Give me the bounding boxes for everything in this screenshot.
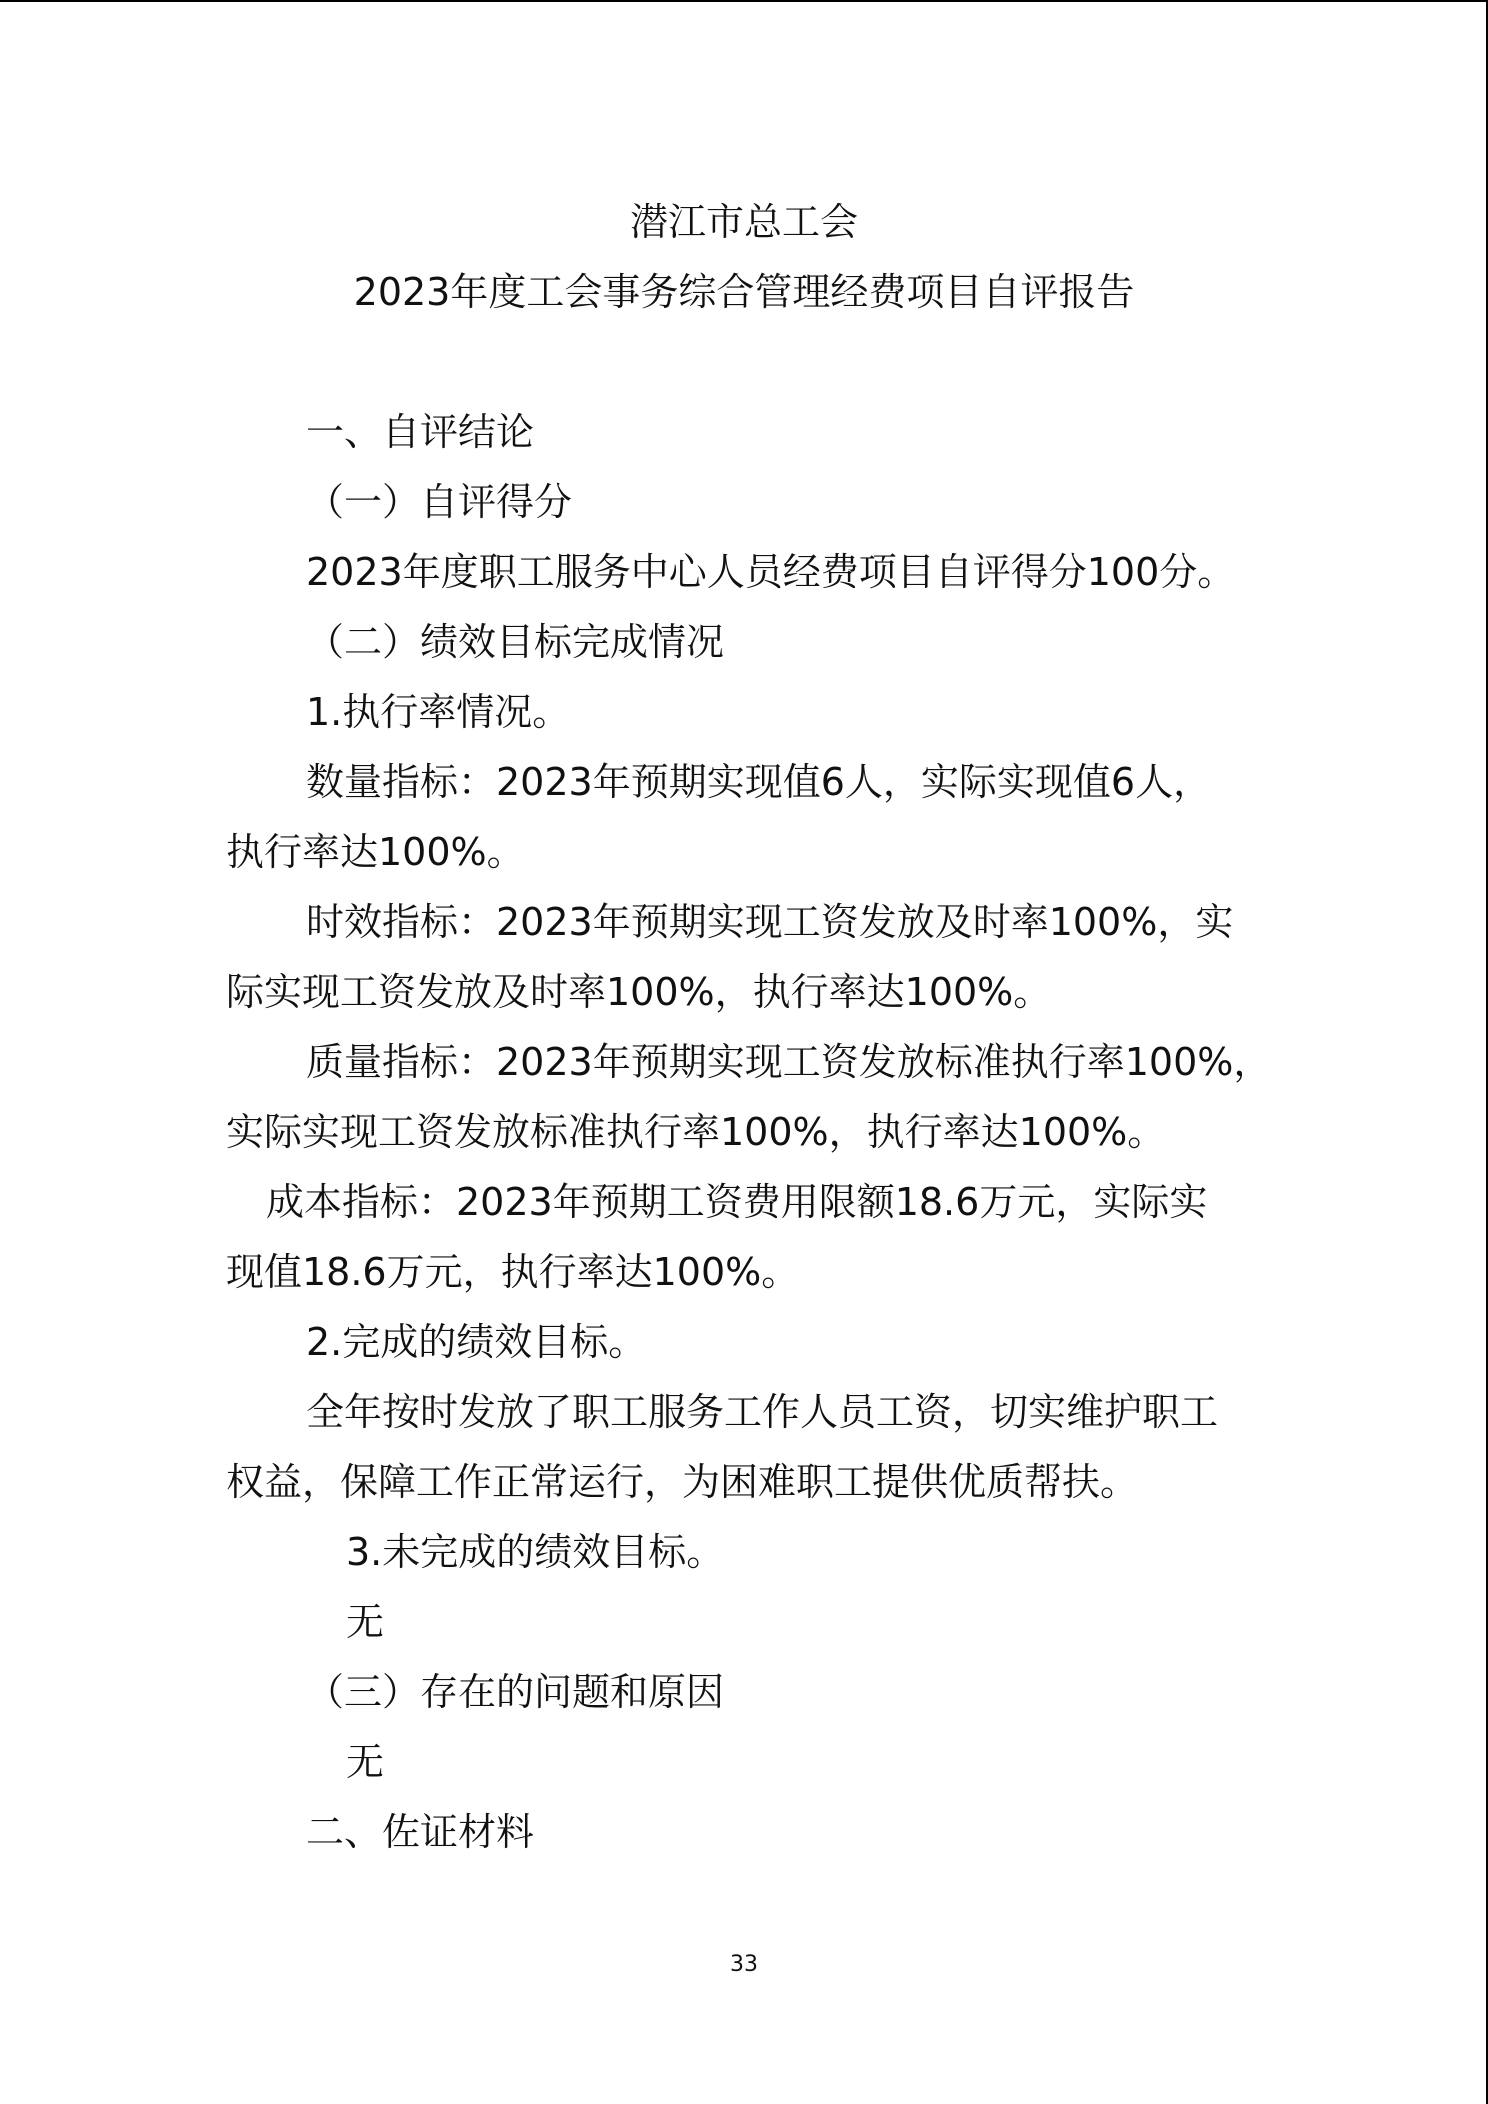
subsection-heading-problems: （三）存在的问题和原因 [306, 1670, 725, 1714]
timeliness-indicator-line-1: 时效指标：2023年预期实现工资发放及时率100%，实 [306, 900, 1234, 944]
section-heading-evidence: 二、佐证材料 [306, 1810, 535, 1854]
score-paragraph: 2023年度职工服务中心人员经费项目自评得分100分。 [306, 550, 1236, 594]
page-top-border [0, 0, 1488, 2]
document-subtitle: 2023年度工会事务综合管理经费项目自评报告 [353, 270, 1135, 314]
uncompleted-goals-value: 无 [346, 1600, 385, 1644]
problems-value: 无 [346, 1740, 385, 1784]
timeliness-indicator-line-2: 际实现工资发放及时率100%，执行率达100%。 [226, 970, 1052, 1014]
item-heading-execution-rate: 1.执行率情况。 [306, 690, 571, 734]
cost-indicator-line-1: 成本指标：2023年预期工资费用限额18.6万元，实际实 [266, 1180, 1208, 1224]
section-heading-conclusion: 一、自评结论 [306, 410, 535, 454]
quality-indicator-line-1: 质量指标：2023年预期实现工资发放标准执行率100%， [306, 1040, 1272, 1084]
cost-indicator-line-2: 现值18.6万元，执行率达100%。 [226, 1250, 800, 1294]
quantity-indicator-line-1: 数量指标：2023年预期实现值6人，实际实现值6人， [306, 760, 1212, 804]
subsection-heading-performance: （二）绩效目标完成情况 [306, 620, 725, 664]
page-number: 33 [730, 1952, 758, 1977]
subsection-heading-score: （一）自评得分 [306, 480, 573, 524]
quantity-indicator-line-2: 执行率达100%。 [226, 830, 525, 874]
completed-goals-line-2: 权益，保障工作正常运行，为困难职工提供优质帮扶。 [226, 1460, 1139, 1504]
item-heading-completed-goals: 2.完成的绩效目标。 [306, 1320, 647, 1364]
completed-goals-line-1: 全年按时发放了职工服务工作人员工资，切实维护职工 [306, 1390, 1219, 1434]
item-heading-uncompleted-goals: 3.未完成的绩效目标。 [346, 1530, 725, 1574]
quality-indicator-line-2: 实际实现工资发放标准执行率100%，执行率达100%。 [226, 1110, 1166, 1154]
document-title: 潜江市总工会 [629, 200, 858, 244]
